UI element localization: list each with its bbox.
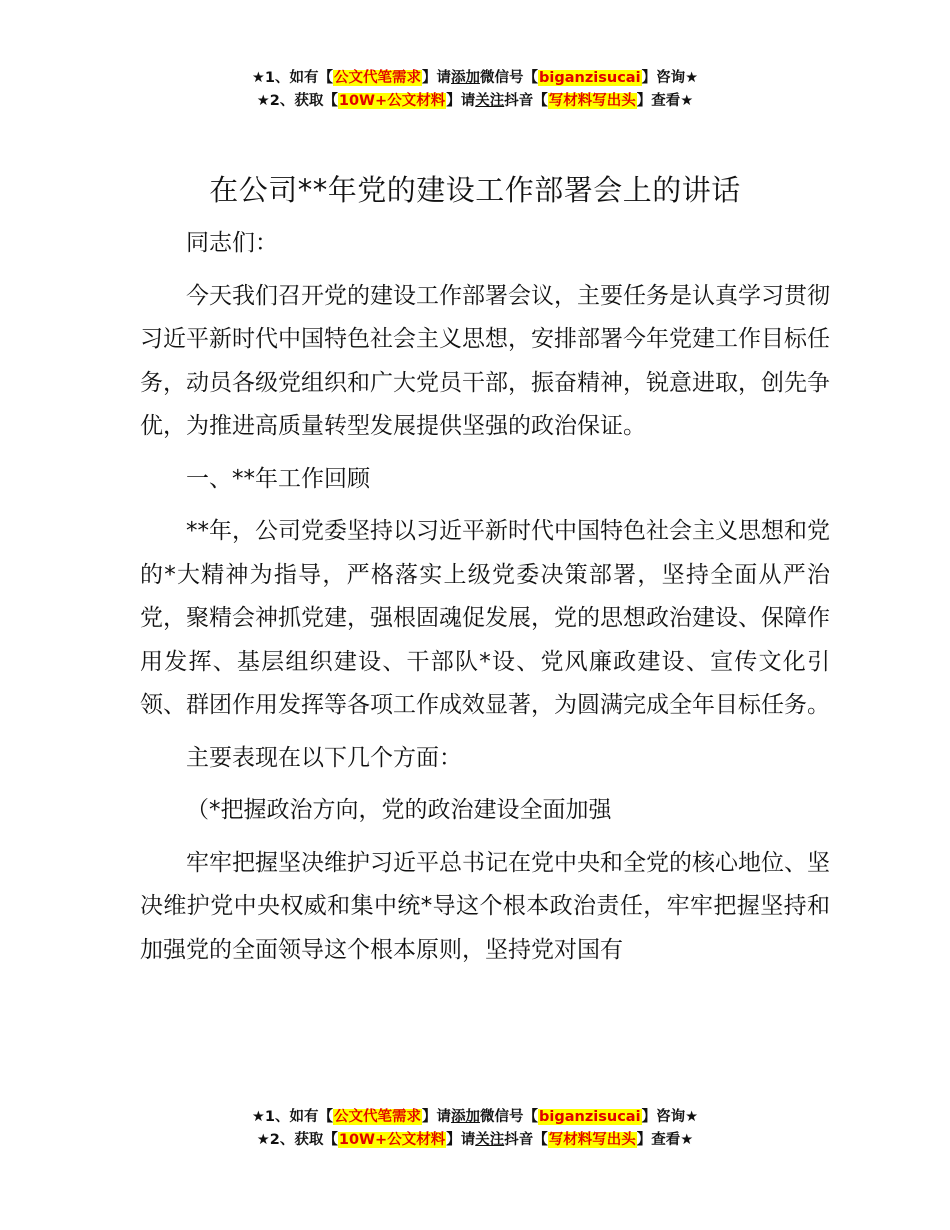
paragraph: **年，公司党委坚持以习近平新时代中国特色社会主义思想和党的*大精神为指导，严格落实上级党委决策部署，坚持全面从严治党，聚精会神抓党建，强根固魂促发展，党的思想政治建设、保障作用发挥、基层组织建设、干部队*设、党风廉政建设、宣传文化引领、群团作用发挥等各项工作成效显著，为圆满完成全年目标任务。	[140, 518, 830, 718]
subsection-heading: （*把握政治方向，党的政治建设全面加强	[186, 797, 612, 823]
wechat-id: biganzisucai	[539, 70, 641, 86]
banner-text: ★1、如有【	[251, 1109, 334, 1125]
douyin-account: 写材料写出头	[548, 93, 636, 109]
banner-text: 微信号【	[480, 70, 539, 86]
greeting: 同志们：	[186, 230, 278, 256]
paragraph: 主要表现在以下几个方面：	[186, 744, 462, 771]
underlined-text: 添加	[451, 70, 481, 86]
banner-line-2	[0, 1129, 950, 1152]
highlight-text: 10W+公文材料	[338, 1132, 446, 1148]
highlight-text: 公文代笔需求	[334, 1109, 422, 1125]
banner-text: ★2、获取【	[256, 93, 338, 109]
banner-text: 抖音【	[504, 1132, 548, 1148]
banner-text: 微信号【	[480, 1109, 539, 1125]
banner-text: 】咨询★	[641, 1109, 699, 1125]
banner-text: 抖音【	[504, 93, 548, 109]
highlight-text: 10W+公文材料	[338, 93, 446, 109]
underlined-text: 关注	[475, 93, 505, 109]
banner-text: 】请	[446, 93, 476, 109]
underlined-text: 关注	[475, 1132, 505, 1148]
underlined-text: 添加	[451, 1109, 481, 1125]
highlight-text: 公文代笔需求	[334, 70, 422, 86]
banner-text: 】查看★	[636, 1132, 694, 1148]
section-heading: 一、**年工作回顾	[186, 465, 370, 492]
document-title: 在公司**年党的建设工作部署会上的讲话	[209, 173, 741, 207]
header-banner	[0, 67, 950, 113]
paragraph: 今天我们召开党的建设工作部署会议，主要任务是认真学习贯彻习近平新时代中国特色社会主义思想，安排部署今年党建工作目标任务，动员各级党组织和广大党员干部，振奋精神，锐意进取，创先争优，为推进高质量转型发展提供坚强的政治保证。	[140, 282, 830, 439]
banner-line-2	[0, 90, 950, 113]
banner-line-1	[0, 1106, 950, 1129]
banner-text: 】请	[446, 1132, 476, 1148]
banner-text: ★1、如有【	[251, 70, 334, 86]
banner-text: 】查看★	[636, 93, 694, 109]
banner-line-1	[0, 67, 950, 90]
paragraph: 牢牢把握坚决维护习近平总书记在党中央和全党的核心地位、坚决维护党中央权威和集中统*导这个根本政治责任，牢牢把握坚持和加强党的全面领导这个根本原则，坚持党对国有	[140, 849, 830, 963]
wechat-id: biganzisucai	[539, 1109, 641, 1125]
banner-text: 】请	[422, 1109, 452, 1125]
document-body	[140, 222, 830, 981]
douyin-account: 写材料写出头	[548, 1132, 636, 1148]
footer-banner	[0, 1106, 950, 1152]
banner-text: 】请	[422, 70, 452, 86]
banner-text: ★2、获取【	[256, 1132, 338, 1148]
banner-text: 】咨询★	[641, 70, 699, 86]
